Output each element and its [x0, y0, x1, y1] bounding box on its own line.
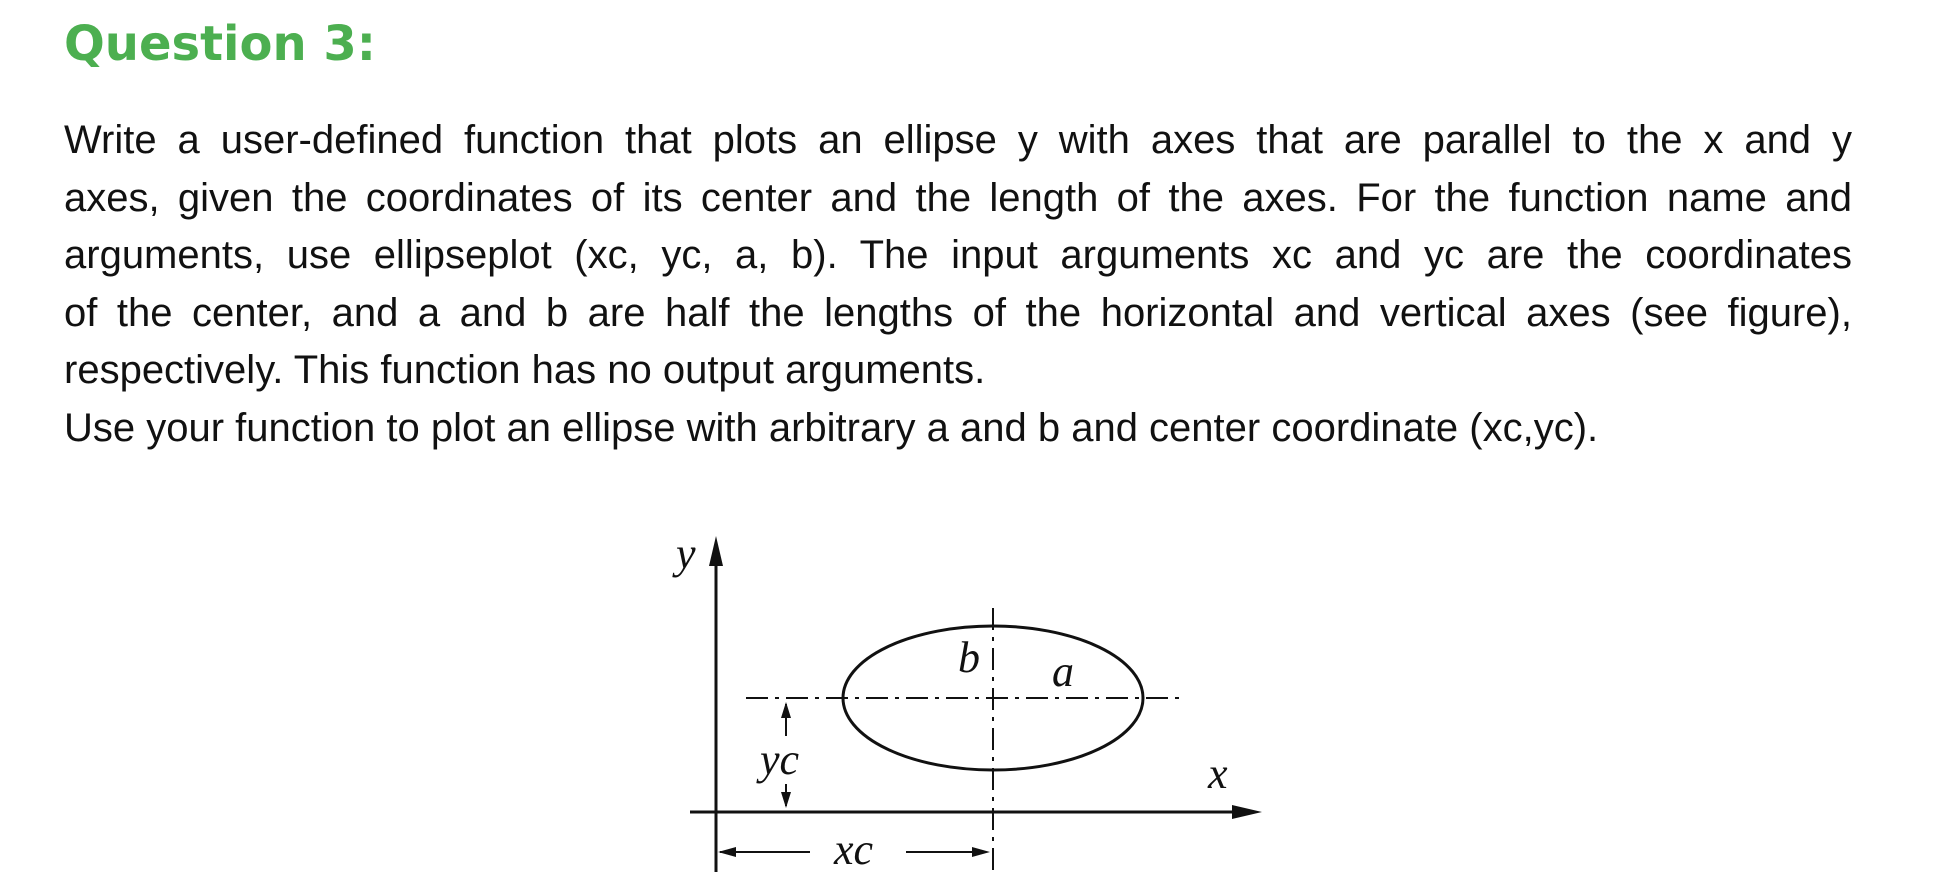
ellipse-diagram — [660, 522, 1280, 892]
x-axis-label: x — [1208, 749, 1228, 798]
ellipse-figure — [660, 522, 1280, 892]
y-axis-label: y — [676, 529, 696, 578]
xc-arrow-left — [718, 847, 736, 857]
xc-label: xc — [834, 825, 874, 874]
paragraph-line: arguments, use ellipseplot (xc, yc, a, b). The input arguments xc and yc are the coordinates — [64, 233, 1852, 277]
paragraph-line: Write a user-defined function that plots an ellipse y with axes that are parallel to the x and y — [64, 118, 1852, 162]
xc-arrow-right — [972, 847, 990, 857]
paragraph-line: of the center, and a and b are half the lengths of the horizontal and vertical axes (see figure), — [64, 290, 1852, 335]
yc-arrow-down — [781, 792, 791, 808]
question-text — [64, 112, 1864, 457]
paragraph-line: respectively. This function has no output arguments. — [64, 348, 986, 392]
a-label: a — [1052, 647, 1074, 696]
question-heading: Question 3: — [64, 16, 376, 72]
yc-label: yc — [760, 735, 800, 784]
instruction-line: Use your function to plot an ellipse with arbitrary a and b and center coordinate (xc,yc). — [64, 405, 1599, 450]
paragraph-line: axes, given the coordinates of its center and the length of the axes. For the function name and — [64, 175, 1852, 220]
yc-arrow-up — [781, 702, 791, 718]
x-axis-arrowhead — [1232, 805, 1262, 819]
y-axis-arrowhead — [709, 536, 723, 566]
b-label: b — [958, 633, 980, 682]
